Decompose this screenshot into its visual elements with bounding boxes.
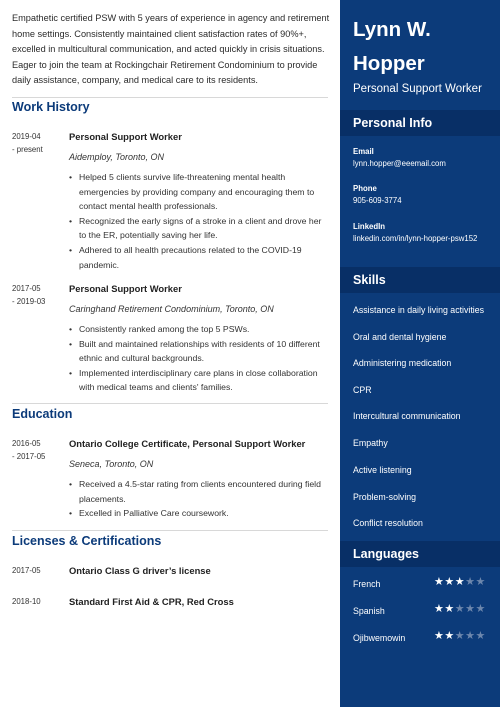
star-filled-icon: ★ bbox=[444, 603, 455, 615]
license-body bbox=[69, 595, 331, 608]
star-empty-icon: ★ bbox=[454, 603, 466, 615]
work-entry-body bbox=[69, 130, 331, 272]
list-item: • Adhered to all health precautions related to the COVID-19 pandemic. bbox=[69, 243, 331, 272]
list-item: • Recognized the early signs of a stroke in a client and drove her to the ER, potentially saving her life. bbox=[69, 214, 331, 243]
language-rating-stars bbox=[434, 575, 486, 588]
skill-item: CPR bbox=[353, 385, 372, 395]
star-empty-icon: ★ bbox=[475, 603, 486, 615]
degree: Ontario College Certificate, Personal Support Worker bbox=[69, 438, 306, 449]
candidate-job-title: Personal Support Worker bbox=[353, 83, 482, 95]
languages-heading: Languages bbox=[353, 547, 419, 561]
email-label: Email bbox=[353, 147, 374, 156]
employer: Caringhand Retirement Condominium, Toronto, ON bbox=[69, 304, 274, 314]
candidate-last-name: Hopper bbox=[353, 52, 425, 75]
date-end: - present bbox=[12, 145, 43, 154]
date-end: - 2019-03 bbox=[12, 297, 46, 306]
star-filled-icon: ★ bbox=[444, 576, 455, 588]
language-rating-stars bbox=[434, 602, 486, 615]
job-role: Personal Support Worker bbox=[69, 131, 182, 142]
achievement-list bbox=[69, 170, 331, 272]
license-date: 2017-05 bbox=[12, 566, 41, 575]
license-body bbox=[69, 564, 331, 577]
date-end: - 2017-05 bbox=[12, 452, 46, 461]
profile-summary: Empathetic certified PSW with 5 years of experience in agency and retirement home settings. Consistently maintained client satisfaction rates of 90%+, excelled in multicultural communication, and acted quickly in crisis situations. Eager to join the team at Rockingchair Retirement Condominium to provide daily assistance, company, and medical care to its residents. bbox=[12, 13, 330, 85]
job-role: Personal Support Worker bbox=[69, 283, 182, 294]
languages-band bbox=[340, 541, 500, 567]
work-entry-body bbox=[69, 282, 331, 395]
star-filled-icon: ★ bbox=[434, 603, 445, 615]
phone-value[interactable]: 905-609-3774 bbox=[353, 196, 402, 205]
skills-heading: Skills bbox=[353, 273, 386, 287]
list-item: • Received a 4.5-star rating from clients encountered during field placements. bbox=[69, 477, 331, 506]
section-divider bbox=[12, 530, 328, 531]
candidate-first-name: Lynn W. bbox=[353, 18, 431, 41]
star-filled-icon: ★ bbox=[444, 630, 455, 642]
license-name: Standard First Aid & CPR, Red Cross bbox=[69, 596, 234, 607]
list-item: • Consistently ranked among the top 5 PSWs. bbox=[69, 322, 331, 337]
skill-item: Intercultural communication bbox=[353, 411, 461, 421]
language-name: Ojibwemowin bbox=[353, 633, 406, 643]
skill-item: Oral and dental hygiene bbox=[353, 332, 447, 342]
star-filled-icon: ★ bbox=[434, 576, 445, 588]
language-name: French bbox=[353, 579, 381, 589]
skill-item: Active listening bbox=[353, 465, 412, 475]
resume-sidebar bbox=[340, 0, 500, 707]
skill-item: Administering medication bbox=[353, 358, 452, 368]
skill-item: Assistance in daily living activities bbox=[353, 305, 485, 315]
list-item: • Excelled in Palliative Care coursework. bbox=[69, 506, 331, 521]
work-entry-date bbox=[12, 130, 62, 156]
licenses-heading: Licenses & Certifications bbox=[12, 534, 162, 548]
date-start: 2016-05 bbox=[12, 439, 41, 448]
list-item: • Implemented interdisciplinary care plans in close collaboration with medical teams and clients' families. bbox=[69, 366, 331, 395]
personal-info-band bbox=[340, 110, 500, 136]
personal-info-heading: Personal Info bbox=[353, 116, 433, 130]
linkedin-value[interactable]: linkedin.com/in/lynn-hopper-psw152 bbox=[353, 234, 478, 243]
star-empty-icon: ★ bbox=[465, 576, 476, 588]
achievement-list bbox=[69, 477, 331, 521]
star-empty-icon: ★ bbox=[465, 630, 476, 642]
license-date: 2018-10 bbox=[12, 597, 41, 606]
license-name: Ontario Class G driver’s license bbox=[69, 565, 211, 576]
achievement-list bbox=[69, 322, 331, 395]
skill-item: Problem-solving bbox=[353, 492, 417, 502]
date-start: 2017-05 bbox=[12, 284, 41, 293]
work-entry-date bbox=[12, 282, 62, 308]
work-history-heading: Work History bbox=[12, 100, 90, 114]
email-value[interactable]: lynn.hopper@eeemail.com bbox=[353, 159, 446, 168]
star-empty-icon: ★ bbox=[454, 630, 466, 642]
employer: Aidemploy, Toronto, ON bbox=[69, 152, 165, 162]
star-empty-icon: ★ bbox=[465, 603, 476, 615]
section-divider bbox=[12, 403, 328, 404]
skill-item: Conflict resolution bbox=[353, 518, 423, 528]
star-filled-icon: ★ bbox=[454, 576, 466, 588]
education-heading: Education bbox=[12, 407, 73, 421]
skills-band bbox=[340, 267, 500, 293]
date-start: 2019-04 bbox=[12, 132, 41, 141]
education-entry-date bbox=[12, 437, 62, 463]
language-name: Spanish bbox=[353, 606, 385, 616]
list-item: • Built and maintained relationships with residents of 10 different ethnic and cultural backgrounds. bbox=[69, 337, 331, 366]
section-divider bbox=[12, 97, 328, 98]
star-filled-icon: ★ bbox=[434, 630, 445, 642]
star-empty-icon: ★ bbox=[475, 576, 486, 588]
language-rating-stars bbox=[434, 629, 486, 642]
skill-item: Empathy bbox=[353, 438, 388, 448]
school: Seneca, Toronto, ON bbox=[69, 459, 154, 469]
education-entry-body bbox=[69, 437, 331, 521]
phone-label: Phone bbox=[353, 184, 377, 193]
star-empty-icon: ★ bbox=[475, 630, 486, 642]
linkedin-label: LinkedIn bbox=[353, 222, 386, 231]
list-item: • Helped 5 clients survive life-threatening mental health emergencies by providing company and encouraging them to contact mental health professionals. bbox=[69, 170, 331, 214]
